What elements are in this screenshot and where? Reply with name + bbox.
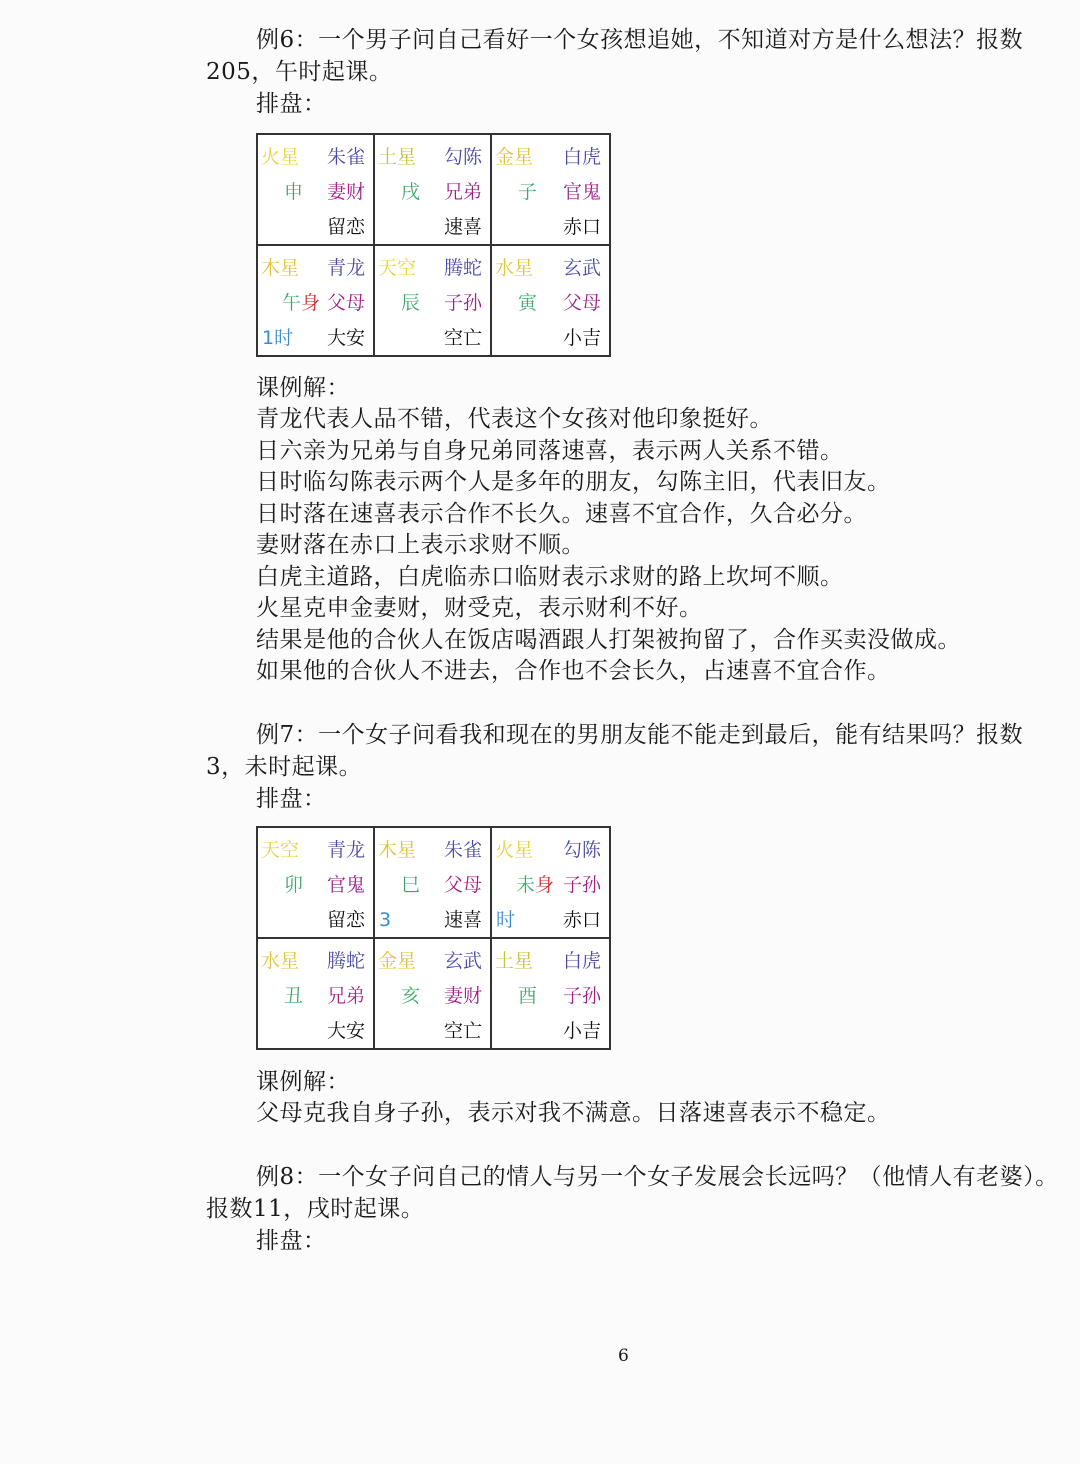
cell-star: 土星 [378, 146, 417, 168]
board-row [258, 937, 609, 1048]
example6-paipan-label: 排盘： [256, 91, 327, 117]
cell-pos: 赤口 [562, 909, 601, 931]
cell-rel: 官鬼 [562, 181, 601, 203]
cell-mark: 1时 [262, 327, 294, 349]
cell-branch: 酉 [518, 985, 538, 1007]
cell-god: 腾蛇 [326, 950, 365, 972]
cell-star: 土星 [495, 950, 534, 972]
cell-branch: 丑 [284, 985, 304, 1007]
example6-board [256, 133, 611, 357]
cell-branch: 子 [518, 181, 538, 203]
cell-star: 木星 [261, 257, 300, 279]
example7-board [256, 826, 611, 1050]
cell-god: 白虎 [562, 146, 601, 168]
cell-pos: 速喜 [443, 216, 482, 238]
board-cell [375, 828, 492, 937]
board-cell [492, 135, 609, 244]
cell-rel: 父母 [443, 874, 482, 896]
cell-god: 腾蛇 [443, 257, 482, 279]
solution-line: 结果是他的合伙人在饭店喝酒跟人打架被拘留了，合作买卖没做成。 [256, 626, 961, 653]
cell-rel: 父母 [562, 292, 601, 314]
board-cell [375, 246, 492, 355]
cell-branch: 午身 [282, 292, 321, 314]
board-cell [258, 939, 375, 1048]
cell-rel: 子孙 [562, 985, 601, 1007]
board-cell [492, 939, 609, 1048]
solution-line: 青龙代表人品不错，代表这个女孩对他印象挺好。 [256, 406, 773, 432]
board-cell [258, 246, 375, 355]
cell-branch: 未身 [516, 874, 555, 896]
cell-god: 玄武 [443, 950, 482, 972]
cell-god: 勾陈 [443, 146, 482, 168]
cell-god: 勾陈 [562, 839, 601, 861]
cell-pos: 空亡 [443, 327, 482, 349]
cell-pos: 速喜 [443, 909, 482, 931]
cell-star: 水星 [495, 257, 534, 279]
cell-pos: 空亡 [443, 1020, 482, 1042]
cell-rel: 兄弟 [443, 181, 482, 203]
cell-rel: 兄弟 [326, 985, 365, 1007]
example7-paipan-label: 排盘： [256, 786, 327, 812]
board-cell [258, 135, 375, 244]
cell-star: 火星 [495, 839, 534, 861]
cell-star: 木星 [378, 839, 417, 861]
cell-rel: 子孙 [562, 874, 601, 896]
example8-paipan-label: 排盘： [256, 1228, 327, 1254]
cell-god: 白虎 [562, 950, 601, 972]
cell-star: 火星 [261, 146, 300, 168]
board-row [258, 135, 609, 244]
cell-pos: 小吉 [562, 1020, 601, 1042]
board-cell [492, 246, 609, 355]
cell-god: 玄武 [562, 257, 601, 279]
cell-rel: 妻财 [443, 985, 482, 1007]
example8-heading-line2: 报数11，戌时起课。 [206, 1196, 425, 1222]
solution-line: 父母克我自身子孙，表示对我不满意。日落速喜表示不稳定。 [256, 1100, 891, 1126]
example6-solution-title: 课例解： [256, 375, 350, 401]
cell-god: 青龙 [326, 257, 365, 279]
board-cell [492, 828, 609, 937]
example7-heading-line1: 例7：一个女子问看我和现在的男朋友能不能走到最后，能有结果吗？报数 [256, 722, 1024, 748]
cell-rel: 子孙 [443, 292, 482, 314]
cell-branch: 巳 [401, 874, 421, 896]
example6-heading-line2: 205，午时起课。 [206, 59, 393, 85]
cell-rel: 妻财 [326, 181, 365, 203]
page-number: 6 [618, 1346, 629, 1366]
cell-rel: 官鬼 [326, 874, 365, 896]
cell-pos: 留恋 [326, 216, 365, 238]
cell-branch: 戌 [401, 181, 421, 203]
board-cell [258, 828, 375, 937]
cell-branch: 辰 [401, 292, 421, 314]
cell-god: 朱雀 [443, 839, 482, 861]
cell-god: 青龙 [326, 839, 365, 861]
cell-pos: 赤口 [562, 216, 601, 238]
board-cell [375, 135, 492, 244]
cell-pos: 留恋 [326, 909, 365, 931]
solution-line: 火星克申金妻财，财受克，表示财利不好。 [256, 595, 703, 621]
cell-branch: 申 [284, 181, 304, 203]
solution-line: 白虎主道路，白虎临赤口临财表示求财的路上坎坷不顺。 [256, 563, 844, 590]
solution-line: 日时落在速喜表示合作不长久。速喜不宜合作，久合必分。 [256, 500, 867, 527]
example7-solution-title: 课例解： [256, 1069, 350, 1095]
example7-heading-line2: 3，未时起课。 [206, 754, 363, 780]
cell-pos: 小吉 [562, 327, 601, 349]
cell-star: 金星 [495, 146, 534, 168]
example6-heading-line1: 例6：一个男子问自己看好一个女孩想追她，不知道对方是什么想法？报数 [256, 27, 1024, 53]
cell-branch: 寅 [518, 292, 538, 314]
cell-mark: 时 [496, 909, 516, 931]
example8-heading-line1: 例8：一个女子问自己的情人与另一个女子发展会长远吗？（他情人有老婆）。 [256, 1164, 1059, 1190]
board-row [258, 244, 609, 355]
solution-line: 日六亲为兄弟与自身兄弟同落速喜，表示两人关系不错。 [256, 437, 844, 464]
cell-star: 天空 [378, 257, 417, 279]
board-cell [375, 939, 492, 1048]
cell-rel: 父母 [326, 292, 365, 314]
cell-branch: 卯 [284, 874, 304, 896]
cell-god: 朱雀 [326, 146, 365, 168]
cell-star: 天空 [261, 839, 300, 861]
solution-line: 如果他的合伙人不进去，合作也不会长久，占速喜不宜合作。 [256, 658, 891, 684]
cell-mark: 3 [379, 909, 392, 931]
cell-star: 水星 [261, 950, 300, 972]
solution-line: 日时临勾陈表示两个人是多年的朋友，勾陈主旧，代表旧友。 [256, 469, 891, 495]
cell-pos: 大安 [326, 1020, 365, 1042]
cell-star: 金星 [378, 950, 417, 972]
board-row [258, 828, 609, 937]
solution-line: 妻财落在赤口上表示求财不顺。 [256, 532, 585, 558]
cell-pos: 大安 [326, 327, 365, 349]
cell-branch: 亥 [401, 985, 421, 1007]
